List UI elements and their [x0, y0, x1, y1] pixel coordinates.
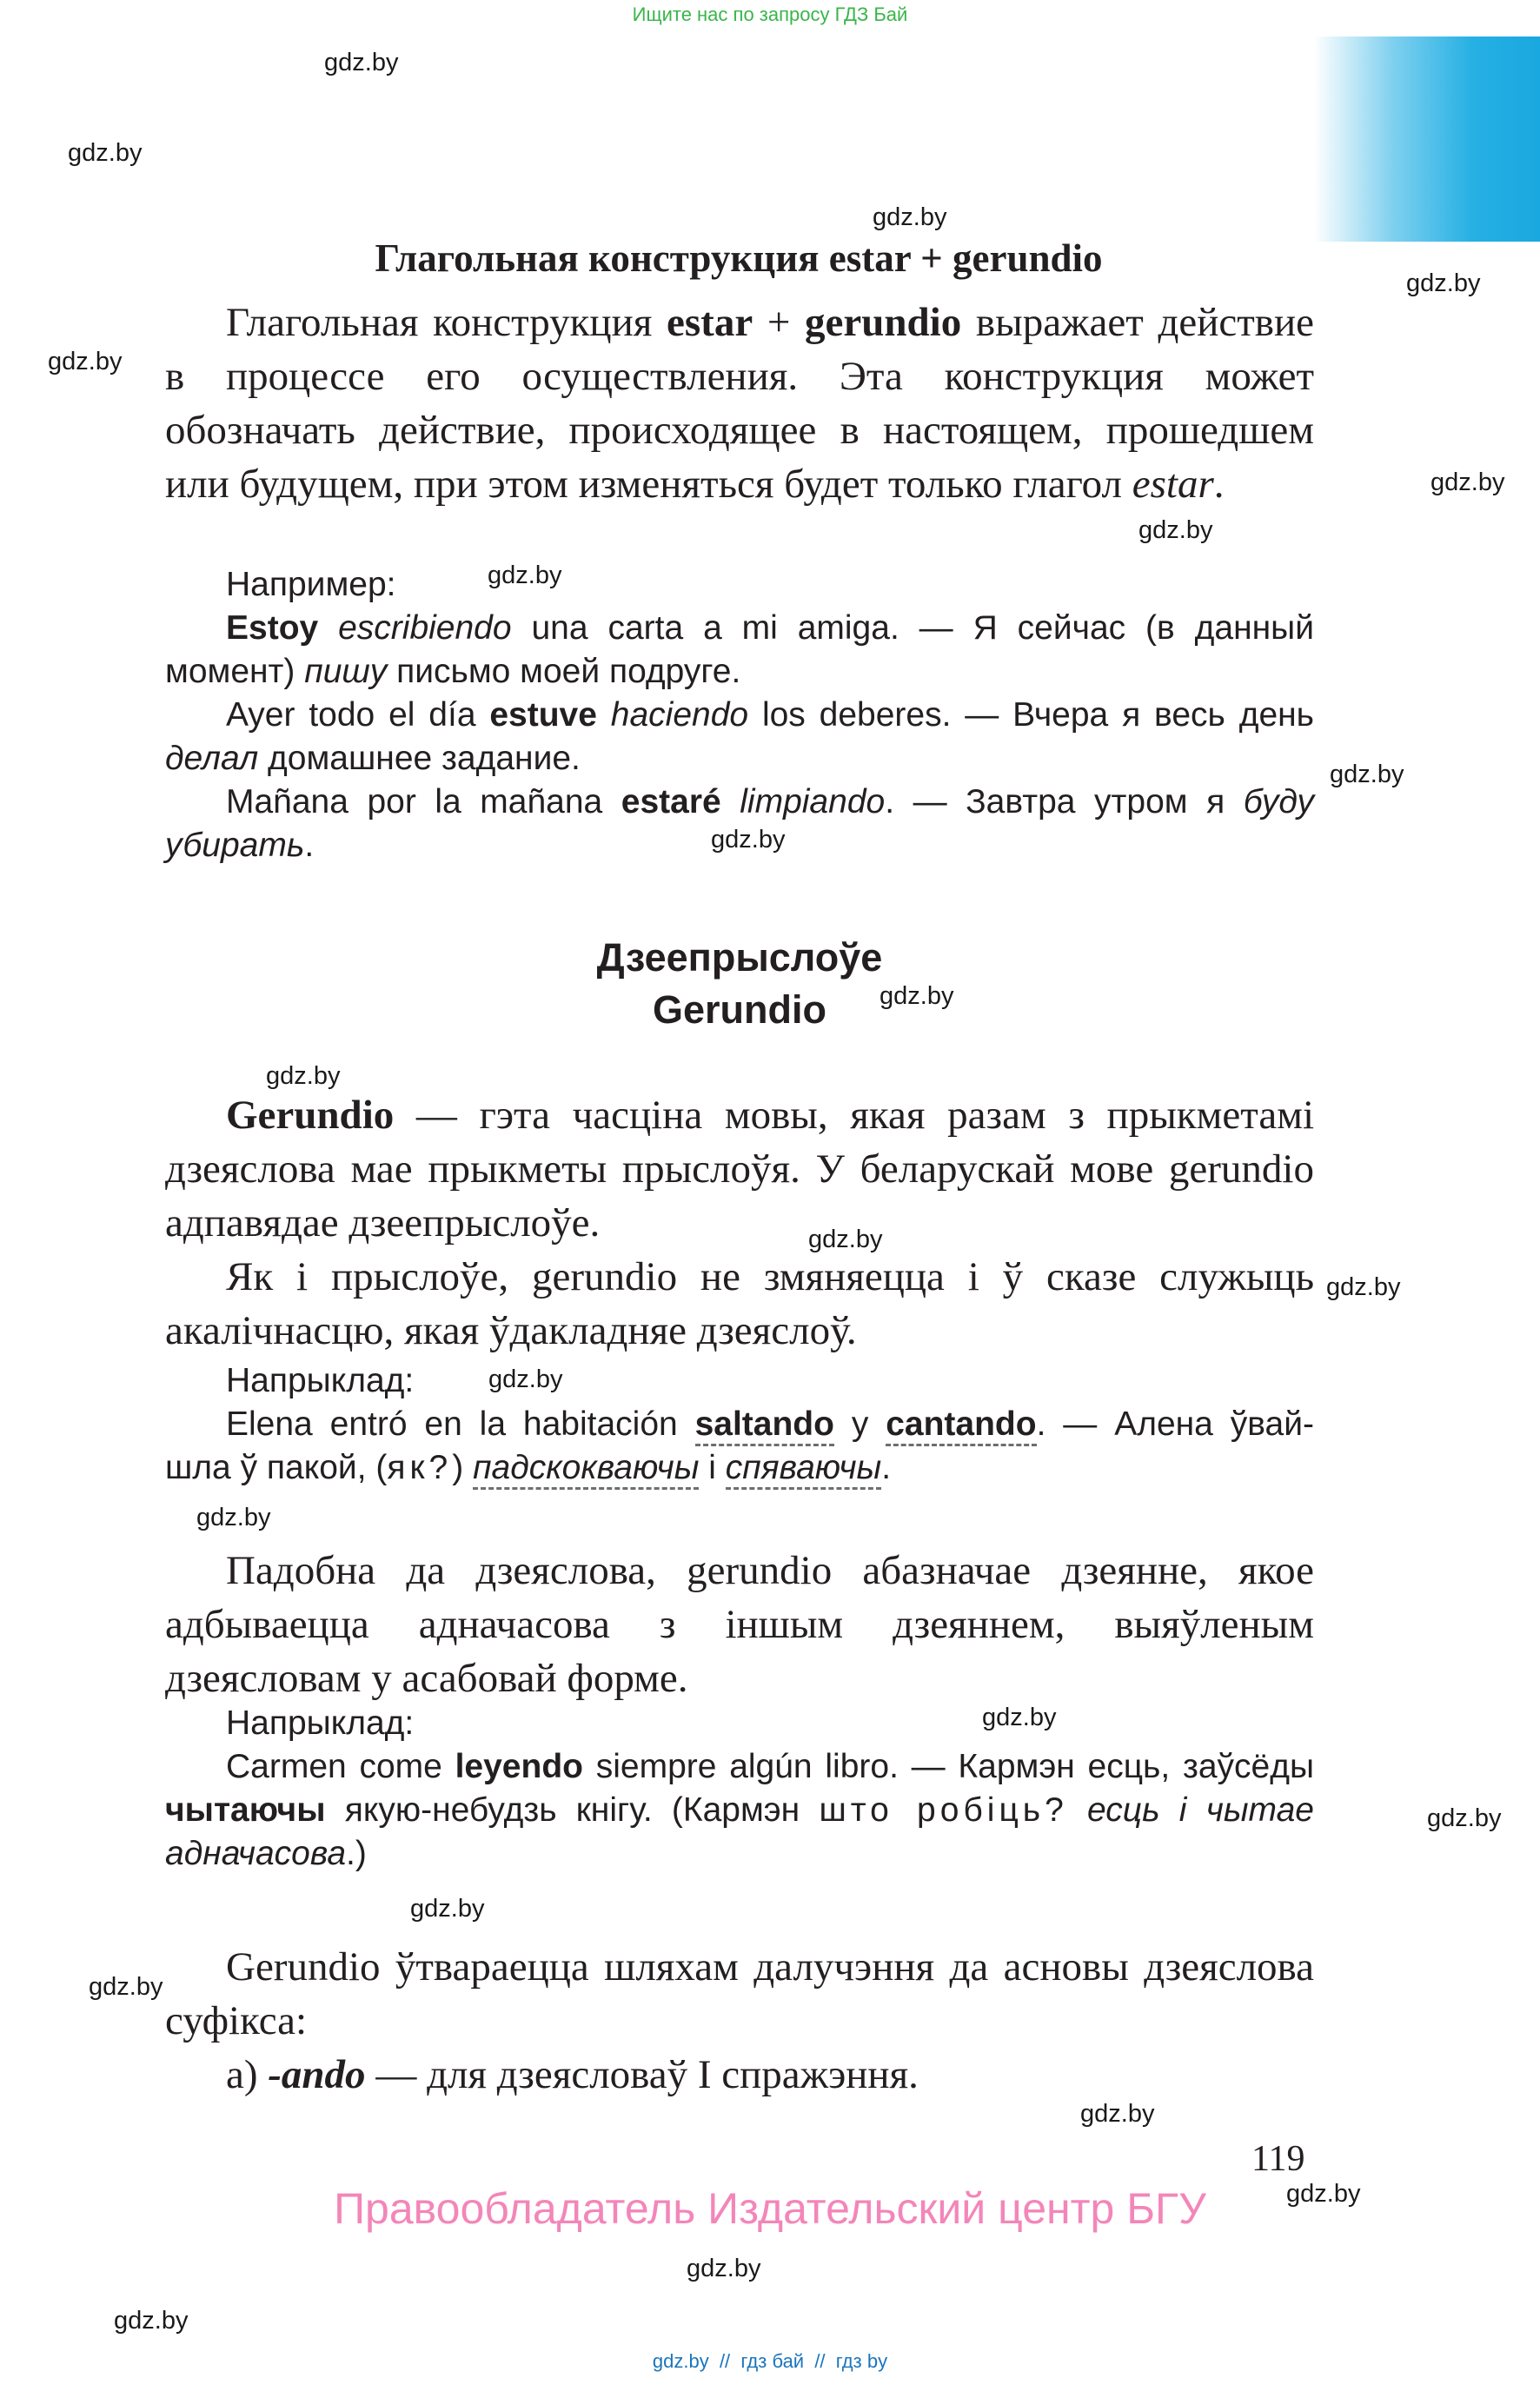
gerundio-definition [165, 1088, 1314, 1358]
section-title [165, 932, 1314, 1036]
list-item: а) -ando — для дзеясловаў I спражэння. [226, 2052, 919, 2097]
watermark: gdz.by [1080, 2100, 1155, 2128]
example-sentence-line: шла ў пакой, (як?) падскокваючы і спяваючы. [165, 1446, 1314, 1490]
intro-paragraph: Глагольная конструкция estar + gerundio выражает действие в процессе его осуществления. Эта конструкция может обозначать действие, происходящее в настоящем, прошедшем или будущем, при этом изменяться будет только глагол estar. [165, 300, 1314, 507]
rights-holder: Правообладатель Издательский центр БГУ [334, 2184, 1206, 2233]
section-title-line: Gerundio [653, 987, 826, 1032]
watermark: gdz.by [488, 561, 562, 589]
watermark: gdz.by [711, 826, 786, 854]
watermark: gdz.by [68, 139, 143, 167]
example-block [165, 1702, 1314, 1876]
watermark: gdz.by [1286, 2180, 1361, 2208]
watermark: gdz.by [410, 1895, 485, 1923]
example-block [165, 1359, 1314, 1490]
example-label: Напрыклад: [226, 1362, 415, 1399]
section-title-line: Дзеепрыслоўе [596, 935, 883, 980]
watermark: gdz.by [1430, 468, 1505, 496]
watermark: gdz.by [687, 2255, 761, 2282]
top-banner: Ищите нас по запросу ГДЗ Бай [632, 3, 908, 25]
watermark: gdz.by [114, 2307, 189, 2335]
example-label: Напрыклад: [226, 1704, 415, 1742]
page-number: 119 [1251, 2139, 1305, 2179]
example-sentence: Ayer todo el día estuve haciendo los deberes. — Вчера я весь день делал домашнее задание. [165, 696, 1314, 777]
watermark: gdz.by [873, 203, 947, 231]
example-sentence: Carmen come leyendo siempre algún libro. — Кармэн есць, заўсёды чытаючы якую-небудзь кнігу. (Кармэн што робіць? есць і чытае адначасова.) [165, 1748, 1315, 1872]
watermark: gdz.by [1326, 1273, 1401, 1301]
watermark: gdz.by [1330, 761, 1404, 788]
example-label: Например: [226, 566, 396, 603]
footer-links: gdz.by // гдз бай // гдз by [652, 2350, 888, 2372]
watermark: gdz.by [982, 1704, 1057, 1731]
example-sentence-line: Elena entró en la habitación saltando y cantando. — Алена ўвай- [165, 1403, 1314, 1446]
definition-paragraph: Gerundio — гэта часціна мовы, якая разам з прыкметамі дзеяслова мае прыкметы прыслоўя. У беларускай мове gerundio адпавядае дзеепрыслоўе. [165, 1093, 1314, 1246]
watermark: gdz.by [89, 1973, 163, 2001]
definition-paragraph: Як і прыслоўе, gerundio не змяняецца і ў сказе служыць акалічнасцю, якая ўдакладняе дзеяслоў. [165, 1254, 1314, 1353]
watermark: gdz.by [1138, 516, 1213, 544]
watermark: gdz.by [48, 348, 123, 375]
example-block [165, 563, 1314, 867]
body-paragraph: Gerundio ўтвараецца шляхам далучэння да асновы дзеяслова суфікса: [165, 1944, 1314, 2043]
gerundio-paragraph [165, 1544, 1314, 1705]
watermark: gdz.by [196, 1504, 271, 1531]
watermark: gdz.by [808, 1226, 883, 1253]
watermark: gdz.by [1406, 269, 1481, 297]
example-sentence: Mañana por la mañana estaré limpiando. — Завтра утром я буду убирать. [165, 783, 1314, 864]
corner-decoration [1314, 37, 1540, 242]
section-intro [165, 296, 1314, 511]
watermark: gdz.by [488, 1365, 563, 1393]
watermark: gdz.by [1427, 1804, 1502, 1832]
section-title: Глагольная конструкция estar + gerundio [375, 236, 1103, 280]
formation-block [165, 1940, 1314, 2102]
watermark: gdz.by [266, 1062, 341, 1090]
body-paragraph: Падобна да дзеяслова, gerundio абазначае дзеянне, якое адбываецца адначасова з іншым дзеяннем, выяўленым дзеясловам у асабовай форме. [165, 1548, 1314, 1701]
watermark: gdz.by [880, 982, 954, 1010]
watermark: gdz.by [324, 49, 399, 76]
example-sentence: Estoy escribiendo una carta a mi amiga. — Я сейчас (в данный момент) пишу письмо моей подруге. [165, 609, 1314, 690]
